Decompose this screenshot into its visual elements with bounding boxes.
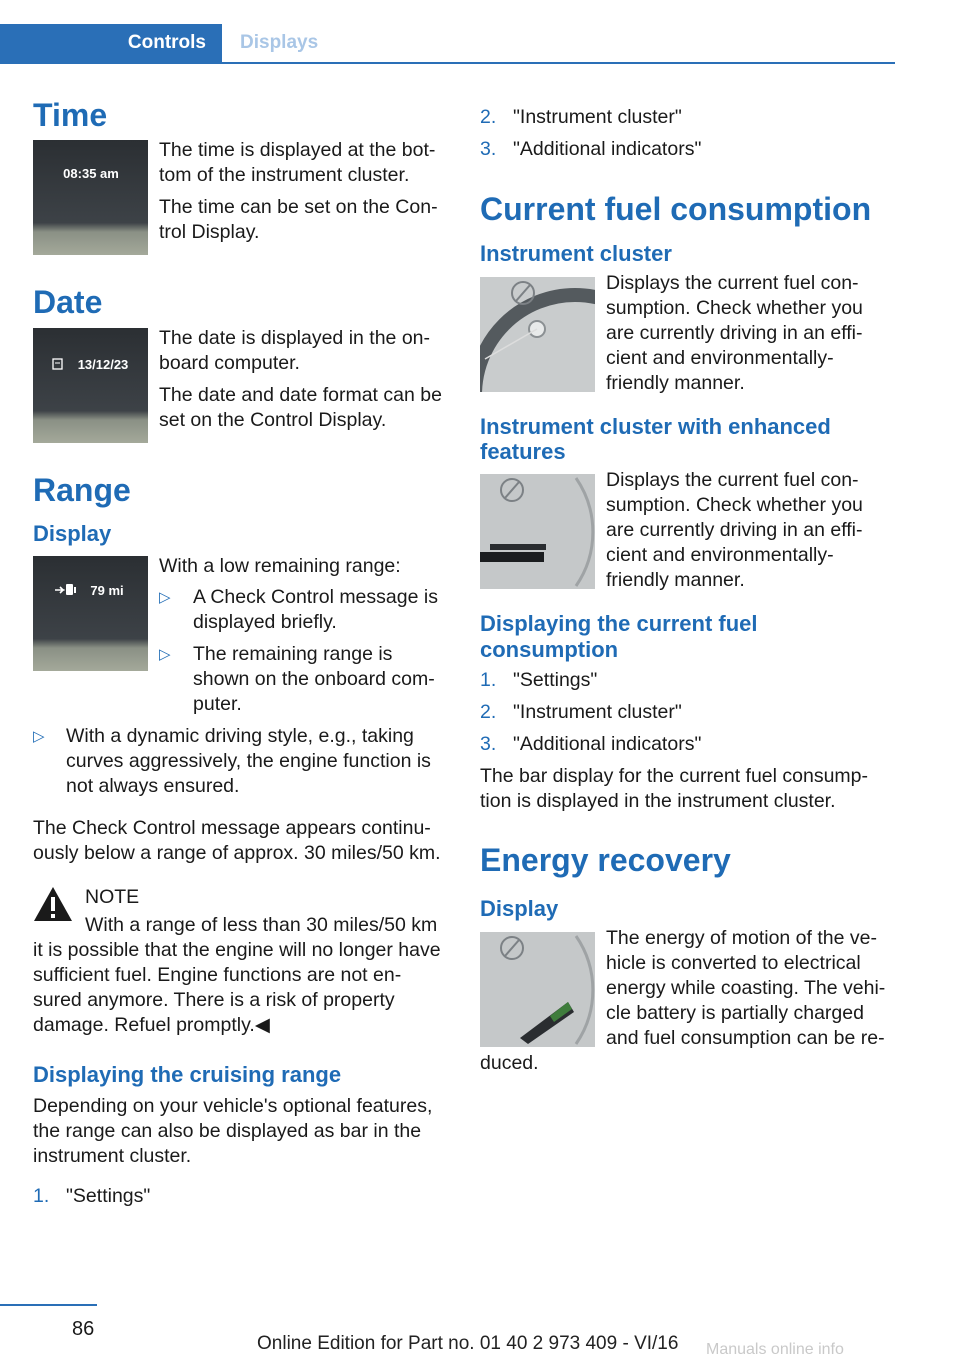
heading-range: Range <box>33 471 131 508</box>
heading-range-display: Display <box>33 521 112 547</box>
list-item: 2. "Instrument cluster" <box>480 700 682 723</box>
triangle-bullet-icon: ▷ <box>159 589 171 607</box>
ic-text: Displays the current fuel con-sumption. Check whether you are currently driving in an effi-cient and environmentally-friendly manner. <box>606 271 863 394</box>
note-box <box>33 883 448 1038</box>
range-sub-list <box>159 585 448 717</box>
date-p2: The date and date format can be set on the Control Display. <box>159 383 442 431</box>
watermark-text: Manuals online info <box>706 1341 844 1358</box>
date-p1: The date is displayed in the on-board computer. <box>159 326 431 374</box>
heading-current-fuel: Current fuel consumption <box>480 191 872 227</box>
edition-line: Online Edition for Part no. 01 40 2 973 409 - VI/16 <box>257 1333 679 1354</box>
list-item: ▷ The remaining range is shown on the onboard com-puter. <box>159 643 435 716</box>
range-paragraph: The Check Control message appears continu-ously below a range of approx. 30 miles/50 km. <box>33 817 441 865</box>
left-column <box>33 96 448 1209</box>
date-display-image <box>33 328 148 443</box>
heading-instrument-cluster: Instrument cluster <box>480 241 672 267</box>
heading-displaying-fuel: Displaying the current fuel consumption <box>480 611 758 662</box>
list-item: 3. "Additional indicators" <box>480 138 702 160</box>
list-item: 3. "Additional indicators" <box>480 732 702 755</box>
range-display-image <box>33 556 148 671</box>
list-item: 2. "Instrument cluster" <box>480 106 682 128</box>
list-item: ▷ A Check Control message is displayed briefly. <box>159 586 438 634</box>
time-readout: 08:35 am <box>63 166 119 182</box>
date-readout: 13/12/23 <box>77 356 129 372</box>
warning-icon <box>33 885 73 923</box>
heading-energy-display: Display <box>480 896 559 922</box>
heading-cruising-range: Displaying the cruising range <box>33 1062 342 1088</box>
page-number: 86 <box>72 1318 95 1340</box>
note-text: With a range of less than 30 miles/50 km it is possible that the engine will no longer have sufficient fuel. Engine functions are not en-sured anymore. There is a risk of property damage. Refuel promptly.◀ <box>33 914 441 1037</box>
tab-controls[interactable]: Controls <box>0 24 222 62</box>
tab-displays[interactable]: Displays <box>240 32 319 53</box>
energy-recovery-image <box>480 932 595 1047</box>
fuel-gauge-image <box>480 277 595 392</box>
heading-energy-recovery: Energy recovery <box>480 841 731 878</box>
time-display-image <box>33 140 148 255</box>
cruising-steps <box>33 1184 448 1209</box>
list-item: 1. "Settings" <box>480 668 598 691</box>
footer-rule <box>0 1304 97 1306</box>
continued-steps <box>480 105 895 162</box>
range-list <box>33 724 448 799</box>
range-intro: With a low remaining range: <box>159 555 401 578</box>
bar-display-text: The bar display for the current fuel consump-tion is displayed in the instrument cluster. <box>480 764 869 812</box>
fuel-steps <box>480 668 895 757</box>
header-tabs <box>0 24 895 64</box>
heading-date: Date <box>33 284 103 321</box>
list-item: 1. "Settings" <box>33 1184 151 1207</box>
time-p2: The time can be set on the Con-trol Display. <box>159 196 438 244</box>
right-column <box>480 96 895 1076</box>
time-p1: The time is displayed at the bot-tom of the instrument cluster. <box>159 139 436 187</box>
heading-instrument-cluster-enhanced: Instrument cluster with enhanced features <box>480 413 831 464</box>
heading-time: Time <box>33 97 108 133</box>
energy-text: The energy of motion of the ve-hicle is converted to electrical energy while coasting. The vehi-cle battery is partially charged and fuel consumption can be re-duced. <box>480 926 886 1074</box>
range-readout: 79 mi <box>90 583 124 599</box>
list-item: ▷ With a dynamic driving style, e.g., taking curves aggressively, the engine function is not always ensured. <box>33 725 431 798</box>
ice-text: Displays the current fuel con-sumption. Check whether you are currently driving in an effi-cient and environmentally-friendly manner. <box>606 469 863 592</box>
fuel-gauge-enhanced-image <box>480 474 595 589</box>
note-label: NOTE <box>85 886 140 909</box>
cruising-text: Depending on your vehicle's optional features, the range can also be displayed as bar in the instrument cluster. <box>33 1094 433 1167</box>
triangle-bullet-icon: ▷ <box>159 646 171 664</box>
triangle-bullet-icon: ▷ <box>33 728 45 746</box>
